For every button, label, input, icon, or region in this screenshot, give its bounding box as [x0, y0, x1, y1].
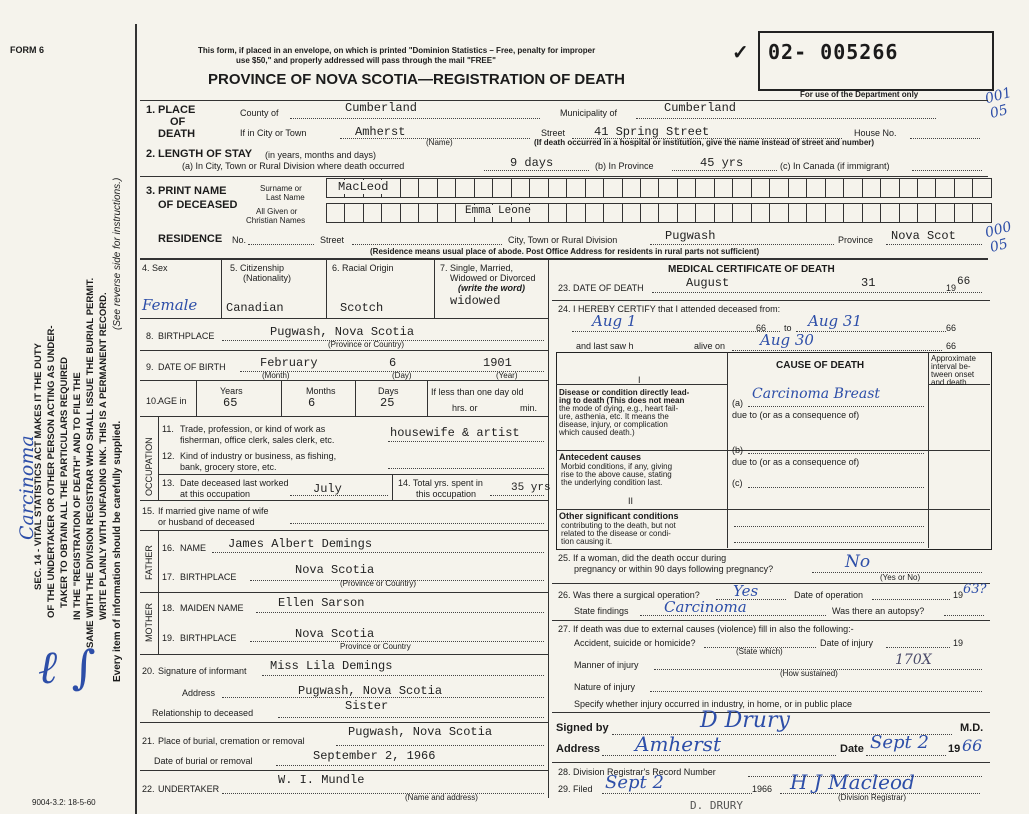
stay-province-label: (b) In Province: [595, 161, 654, 171]
father-side-label: FATHER: [144, 545, 154, 580]
margin-initials: ℓ ∫: [38, 640, 96, 694]
death-date-label: 23. DATE OF DEATH: [558, 283, 644, 293]
findings-value: Carcinoma: [664, 598, 747, 616]
birthplace-caption: (Province or Country): [328, 340, 405, 349]
cause-a: Carcinoma Breast: [752, 386, 881, 402]
industry-label-1: Kind of industry or business, as fishing,: [180, 451, 337, 461]
last-saw-date: Aug 30: [760, 331, 814, 349]
burial-date: September 2, 1966: [313, 749, 436, 763]
physician-stamp: D. DRURY: [690, 799, 743, 812]
undertaker-label: UNDERTAKER: [158, 784, 220, 794]
cause-heading: CAUSE OF DEATH: [776, 360, 865, 371]
spouse-label-2: or husband of deceased: [158, 517, 255, 527]
other-label-3: related to the disease or condi-: [561, 529, 671, 538]
footer-code: 9004-3.2: 18-5-60: [32, 798, 96, 807]
statute-line-1: SEC. 14 - VITAL STATISTICS ACT MAKES IT THE DUTY: [33, 342, 44, 590]
last-worked-value: July: [313, 482, 342, 496]
yes-no-caption: (Yes or No): [880, 573, 921, 582]
age-months: 6: [308, 396, 316, 410]
death-month: August: [686, 276, 730, 290]
registration-number: 02- 005266: [768, 40, 899, 64]
filed-year: 66: [762, 784, 773, 794]
surgical-answer: Yes: [733, 582, 759, 600]
death-year-prefix: 19: [946, 283, 957, 293]
stay-canada-label: (c) In Canada (if immigrant): [780, 161, 890, 171]
birthplace-value: Pugwash, Nova Scotia: [270, 325, 415, 339]
mother-birthplace: Nova Scotia: [295, 627, 375, 641]
given-label-1: All Given or: [256, 207, 298, 216]
given-names-value: Emma Leone: [465, 205, 532, 217]
municipality-value: Cumberland: [664, 101, 737, 115]
dob-month-caption: (Month): [262, 371, 290, 380]
death-year: 66: [957, 276, 971, 288]
years-spent-value: 35 yrs: [511, 482, 551, 494]
annotation-code-3: 000: [983, 218, 1014, 242]
reverse-note: (See reverse side for instructions.): [112, 177, 123, 330]
dob-month: February: [260, 356, 318, 370]
mail-notice-2: use $50," and properly addressed will pass through the mail "FREE": [236, 56, 496, 65]
burial-place: Pugwash, Nova Scotia: [348, 725, 493, 739]
signed-year-prefix: 19: [948, 743, 961, 755]
disease-label-4: ure, asthenia, etc. It means the: [559, 412, 669, 421]
mother-side-label: MOTHER: [144, 603, 154, 642]
given-label-2: Christian Names: [246, 216, 306, 225]
form-id: FORM 6: [10, 45, 45, 55]
marital-label-2: Widowed or Divorced: [450, 273, 536, 283]
undertaker-caption: (Name and address): [405, 793, 478, 802]
mother-maiden-label: MAIDEN NAME: [180, 603, 244, 613]
injury-date-label: Date of injury: [820, 638, 874, 648]
disease-label-2: ing to death (This does not mean: [559, 396, 685, 405]
death-registration-form: FORM 6 SEC. 14 - VITAL STATISTICS ACT MAKES IT THE DUTY OF THE UNDERTAKER OR OTHER PERSON ACTING AS UNDER- TAKER TO OBTAIN ALL THE PARTICULARS REQUIRED IN THE "REGISTRATION OF DEATH" AND TO FILE THE SAME WITH THE DIVISION REGISTRAR WHO SHALL ISSUE THE BURIAL PERMIT. WRITE PLAINLY WITH UNFADING INK. THIS IS A PERMANENT RECORD. Every item of information should be carefully supplied. (See reverse side for instructions.) Carcinoma ℓ ∫ This form, if placed in an envelope, on which is printed "Dominion Statistics – Free, penalty for improper use $50," and properly addressed will pass through the mail "FREE" PROVINCE OF NOVA SCOTIA—REGISTRATION OF DEATH ✓ 02- 005266 For use of the Department only 001 05 000 05 1. PLACE OF DEATH County of Cumberland Municipality of Cumberland If in City or Town Amherst (Name) Street 41 Spring Street House No. (If death occurred in a hospital or institution, give the name instead of street and number) 2. LENGTH OF STAY (in years, months and days) (a) In City, Town or Rural Division where death occurred 9 days (b) In Province 45 yrs (c) In Canada (if immigrant) 3. PRINT NAME OF DECEASED Surname or Last Name All Given or Christian Names MacLeod Emma Leone RESIDENCE No. Street City, Town or Rural Division Pugwash Province Nova Scot (Residence means usual place of abode. Post Office Address for residents in rural parts not sufficient) 4. Sex Female 5. Citizenship (Nationality) Canadian 6. Racial Origin Scotch 7. Single, Married, Widowed or Divorced (write the word) widowed 8. BIRTHPLACE Pugwash, Nova Scotia (Province or Country) 9. DATE OF BIRTH February 6 1901 (Month) (Day) (Year) 10. AGE in Years 65 Months 6 Days 25 If less than one day old hrs. or min. OCCUPATION 11. Trade, profession, or kind of work as fisherman, office clerk, sales clerk, etc. housewife & artist 12. Kind of industry or business, as fishing, bank, grocery store, etc. 13. Date deceased last worked at this occupation July 14. Total yrs. spent in this occupation 35 yrs 15. If married give name of wife or husband of deceased FATHER 16. NAME James Albert Demings 17. BIRTHPLACE Nova Scotia (Province or Country) MOTHER 18. MAIDEN NAME Ellen Sarson 19. BIRTHPLACE Nova Scotia Province or Country 20. Signature of informant Miss Lila Demings Address Pugwash, Nova Scotia Relationship to deceased Sister 21. Place of burial, cremation or removal Pugwash, Nova Scotia Date of burial or removal September 2, 1966 22. UNDERTAKER W. I. Mundle (Name and address) MEDICAL CERTIFICATE OF DEATH 23. DATE OF DEATH August 31 19 66 24. I HEREBY CERTIFY that I attended deceased from: Aug 1 66 to Aug 31 66 and last saw h alive on Aug 30 66 CAUSE OF DEATH Approximate interval be- tween onset and death I Disease or condition directly lead- ing to death (This does not mean the mode of dying, e.g., heart fail- ure, asthenia, etc. It means the disease, injury, or complication which caused death.) (a) Carcinoma Breast due to (or as a consequence of) (b) Antecedent causes Morbid conditions, if any, giving rise to the above cause, stating the underlying condition last. due to (or as a consequence of) (c) II Other significant conditions contributing to the death, but not related to the disease or condi- tion causing it. 25. If a woman, did the death occur during pregnancy or within 90 days following pregnancy? No (Yes or No) 26. Was there a surgical operation? Yes Date of operation 19 63? State findings Carcinoma Was there an autopsy? 27. If death was due to external causes (violence) fill in also the following:- Accident, suicide or homicide? (State which) Date of injury 19 Manner of injury 170X (How sustained) Nature of injury Specify whether injury occurred in industry, in home, or in public place Signed by D Drury M.D. Address Amherst Date Sept 2 19 66 28. Division Registrar's Record Number 29. Filed Sept 2 19 66 H J Macleod (Division Registrar) D. DRURY 9004-3.2: 18-5-60: [0, 0, 1029, 814]
disease-label-1: Disease or condition directly lead-: [559, 388, 690, 397]
attended-to-year: 66: [946, 323, 957, 333]
surname-label-2: Last Name: [266, 193, 305, 202]
due-to-label-a: due to (or as a consequence of): [732, 410, 860, 420]
trade-value: housewife & artist: [390, 426, 520, 440]
disease-label-3: the mode of dying, e.g., heart fail-: [559, 404, 679, 413]
stay-city-label: (a) In City, Town or Rural Division where death occurred: [182, 161, 405, 171]
interval-label-3: tween onset: [931, 370, 975, 379]
surname-label-1: Surname or: [260, 184, 302, 193]
margin-border: [135, 24, 137, 814]
street-label: Street: [541, 128, 566, 138]
residence-city: Pugwash: [665, 229, 716, 243]
external-label: 27. If death was due to external causes (violence) fill in also the following:-: [558, 624, 854, 634]
stay-city-value: 9 days: [510, 156, 554, 170]
death-day: 31: [861, 276, 876, 290]
annotation-code-4: 05: [988, 235, 1010, 257]
signed-by-label: Signed by: [556, 722, 609, 734]
last-saw-year: 66: [946, 341, 957, 351]
last-saw-label: and last saw h: [576, 341, 634, 351]
op-date-label: Date of operation: [794, 590, 864, 600]
dob-day: 6: [389, 356, 397, 370]
disease-label-5: disease, injury, or complication: [559, 420, 668, 429]
hospital-note: (If death occurred in a hospital or institution, give the name instead of street and number): [534, 138, 875, 147]
antecedent-label-2: Morbid conditions, if any, giving: [561, 462, 673, 471]
city-value: Amherst: [355, 125, 406, 139]
burial-date-label: Date of burial or removal: [154, 756, 253, 766]
injury-year-prefix: 19: [953, 638, 964, 648]
residence-note: (Residence means usual place of abode. Post Office Address for residents in rural parts not sufficient): [370, 247, 760, 256]
woman-answer: No: [845, 552, 871, 572]
attended-from: Aug 1: [592, 312, 637, 330]
age-days-label: Days: [378, 386, 399, 396]
citizenship-label: 5. Citizenship: [230, 263, 285, 273]
racial-value: Scotch: [340, 301, 384, 315]
trade-label-1: Trade, profession, or kind of work as: [180, 424, 326, 434]
accident-label: Accident, suicide or homicide?: [574, 638, 696, 648]
informant-sig-label: Signature of informant: [158, 666, 247, 676]
dob-day-caption: (Day): [392, 371, 412, 380]
age-days: 25: [380, 396, 395, 410]
undertaker-name: W. I. Mundle: [278, 773, 365, 787]
informant-address: Pugwash, Nova Scotia: [298, 684, 443, 698]
attended-to: Aug 31: [808, 312, 862, 330]
interval-label-4: and death: [931, 378, 967, 387]
given-names-grid: [326, 203, 992, 223]
physician-address: Amherst: [635, 732, 721, 756]
woman-label-1: 25. If a woman, did the death occur during: [558, 553, 727, 563]
physician-signature: D Drury: [700, 708, 790, 733]
stay-province-value: 45 yrs: [700, 156, 744, 170]
surgical-label: 26. Was there a surgical operation?: [558, 590, 700, 600]
annotation-code-1: 001: [983, 84, 1014, 108]
birthplace-label: BIRTHPLACE: [158, 331, 215, 341]
residence-city-label: City, Town or Rural Division: [508, 235, 618, 245]
mother-maiden-name: Ellen Sarson: [278, 596, 365, 610]
antecedent-label-3: rise to the above cause, stating: [561, 470, 672, 479]
statute-line-5: SAME WITH THE DIVISION REGISTRAR WHO SHALL ISSUE THE BURIAL PERMIT.: [85, 277, 96, 648]
form-title: PROVINCE OF NOVA SCOTIA—REGISTRATION OF DEATH: [208, 71, 625, 88]
roman-two: II: [628, 496, 634, 506]
attended-to-label: to: [784, 323, 792, 333]
residence-no-label: No.: [232, 235, 247, 245]
father-name: James Albert Demings: [228, 537, 373, 551]
specify-label: Specify whether injury occurred in industry, in home, or in public place: [574, 699, 852, 709]
dob-year-caption: (Year): [496, 371, 518, 380]
mother-birthplace-caption: Province or Country: [340, 642, 411, 651]
signed-date-label: Date: [840, 743, 864, 755]
interval-label-1: Approximate: [931, 354, 976, 363]
margin-handwriting: Carcinoma: [16, 435, 38, 540]
place-heading-1: PLACE: [158, 104, 196, 116]
last-worked-label-1: Date deceased last worked: [180, 478, 289, 488]
years-spent-label-2: this occupation: [416, 489, 477, 499]
registrar-caption: (Division Registrar): [838, 793, 907, 802]
informant-name: Miss Lila Demings: [270, 659, 393, 673]
woman-label-2: pregnancy or within 90 days following pregnancy?: [574, 564, 774, 574]
racial-label: 6. Racial Origin: [332, 263, 394, 273]
deceased-heading-1: PRINT NAME: [158, 185, 227, 197]
last-worked-label-2: at this occupation: [180, 489, 251, 499]
certify-label: 24. I HEREBY CERTIFY that I attended deceased from:: [558, 304, 781, 314]
attended-from-year: 66: [756, 323, 767, 333]
county-label: County of: [240, 108, 279, 118]
stay-heading: LENGTH OF STAY: [158, 148, 253, 160]
due-to-label-b: due to (or as a consequence of): [732, 457, 860, 467]
age-hrs-label: hrs. or: [452, 403, 478, 413]
filed-year-prefix: 19: [752, 784, 763, 794]
surname-grid: [326, 178, 992, 198]
spouse-label-1: If married give name of wife: [158, 506, 269, 516]
occupation-side-label: OCCUPATION: [144, 437, 154, 496]
tick-mark: ✓: [732, 42, 749, 64]
interval-label-2: interval be-: [931, 362, 971, 371]
autopsy-label: Was there an autopsy?: [832, 606, 925, 616]
trade-label-2: fisherman, office clerk, sales clerk, etc.: [180, 435, 335, 445]
statute-line-3: TAKER TO OBTAIN ALL THE PARTICULARS REQUIRED: [59, 356, 70, 608]
father-name-label: NAME: [180, 543, 207, 553]
informant-address-label: Address: [182, 688, 216, 698]
age-label: AGE in: [158, 396, 187, 406]
city-label: If in City or Town: [240, 128, 307, 138]
years-spent-label-1: 14. Total yrs. spent in: [398, 478, 483, 488]
father-birthplace-caption: (Province or Country): [340, 579, 417, 588]
signed-year: 66: [962, 736, 983, 755]
county-value: Cumberland: [345, 101, 418, 115]
manner-value: 170X: [895, 652, 932, 668]
medical-heading: MEDICAL CERTIFICATE OF DEATH: [668, 264, 835, 275]
residence-street-label: Street: [320, 235, 345, 245]
op-year-prefix: 19: [953, 590, 964, 600]
surname-value: MacLeod: [338, 180, 389, 194]
roman-one: I: [638, 375, 641, 385]
place-heading-2: OF: [170, 116, 186, 128]
instructions-note: Every item of information should be carefully supplied.: [112, 420, 123, 682]
how-sustained-caption: (How sustained): [780, 669, 838, 678]
marital-label-3: (write the word): [458, 283, 525, 293]
relationship-label: Relationship to deceased: [152, 708, 254, 718]
state-which-caption: (State which): [736, 647, 783, 656]
citizenship-value: Canadian: [226, 301, 284, 315]
disease-label-6: which caused death.): [559, 428, 635, 437]
findings-label: State findings: [574, 606, 629, 616]
dob-label: DATE OF BIRTH: [158, 362, 226, 372]
other-label-1: Other significant conditions: [559, 511, 679, 521]
marital-value: widowed: [450, 294, 501, 308]
stay-heading-note: (in years, months and days): [265, 150, 377, 160]
city-caption: (Name): [426, 138, 453, 147]
sex-value: Female: [142, 296, 198, 314]
burial-place-label: Place of burial, cremation or removal: [158, 736, 305, 746]
age-years-label: Years: [220, 386, 243, 396]
signed-date: Sept 2: [870, 732, 929, 753]
op-year: 63?: [963, 582, 987, 597]
annotation-code-2: 05: [988, 101, 1010, 123]
antecedent-label-4: the underlying condition last.: [561, 478, 663, 487]
relationship-value: Sister: [345, 699, 389, 713]
citizenship-sublabel: (Nationality): [243, 273, 292, 283]
marital-label-1: 7. Single, Married,: [440, 263, 514, 273]
street-value: 41 Spring Street: [594, 125, 710, 139]
filed-label: 29. Filed: [558, 784, 593, 794]
other-label-2: contributing to the death, but not: [561, 521, 676, 530]
physician-address-label: Address: [556, 743, 601, 755]
residence-province-label: Province: [838, 235, 874, 245]
age-less-day-label: If less than one day old: [431, 387, 524, 397]
dept-use-label: For use of the Department only: [800, 90, 919, 99]
age-min-label: min.: [520, 403, 538, 413]
father-birthplace: Nova Scotia: [295, 563, 375, 577]
nature-label: Nature of injury: [574, 682, 636, 692]
deceased-heading-2: OF DECEASED: [158, 199, 238, 211]
other-label-4: tion causing it.: [561, 537, 613, 546]
statute-line-2: OF THE UNDERTAKER OR OTHER PERSON ACTING AS UNDER-: [46, 325, 57, 618]
md-label: M.D.: [960, 722, 984, 734]
father-birthplace-label: BIRTHPLACE: [180, 572, 237, 582]
registrar-signature: H J Macleod: [790, 770, 915, 794]
age-years: 65: [223, 396, 238, 410]
antecedent-label-1: Antecedent causes: [559, 452, 642, 462]
residence-label: RESIDENCE: [158, 233, 223, 245]
statute-line-4: IN THE "REGISTRATION OF DEATH" AND TO FILE THE: [72, 372, 83, 620]
dob-year: 1901: [483, 356, 512, 370]
industry-label-2: bank, grocery store, etc.: [180, 462, 277, 472]
place-heading-3: DEATH: [158, 128, 196, 140]
mail-notice-1: This form, if placed in an envelope, on which is printed "Dominion Statistics – Free, penalty for improper: [198, 46, 596, 55]
age-months-label: Months: [306, 386, 336, 396]
residence-province: Nova Scot: [891, 229, 956, 243]
filed-date: Sept 2: [605, 772, 664, 793]
sex-label: 4. Sex: [142, 263, 168, 273]
last-saw-mid: alive on: [694, 341, 726, 351]
statute-line-6: WRITE PLAINLY WITH UNFADING INK. THIS IS A PERMANENT RECORD.: [98, 292, 109, 620]
record-number-label: 28. Division Registrar's Record Number: [558, 767, 716, 777]
house-label: House No.: [854, 128, 897, 138]
municipality-label: Municipality of: [560, 108, 618, 118]
mother-birthplace-label: BIRTHPLACE: [180, 633, 237, 643]
manner-label: Manner of injury: [574, 660, 639, 670]
